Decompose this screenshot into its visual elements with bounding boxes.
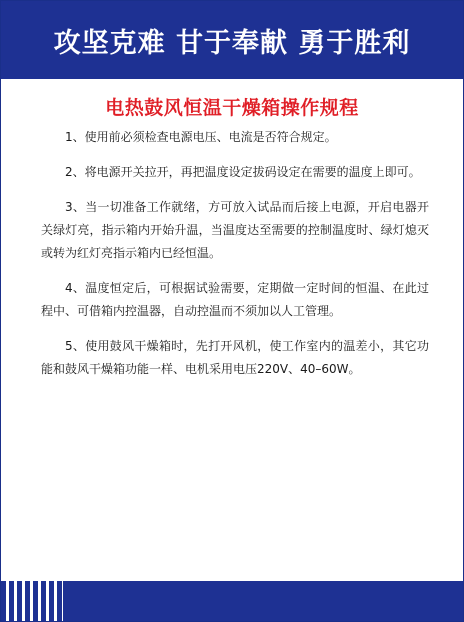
- header-slogan: 攻坚克难 甘于奉献 勇于胜利: [53, 28, 411, 59]
- procedure-step-2: 2、将电源开关拉开，再把温度设定拔码设定在需要的温度上即可。: [65, 165, 421, 179]
- procedure-step-5: 5、使用鼓风干燥箱时，先打开风机，使工作室内的温差小，其它功能和鼓风干燥箱功能一样、电机采用电压220V、40–60W。: [41, 339, 429, 376]
- procedure-body: [41, 126, 429, 393]
- procedure-step-3: 3、当一切准备工作就绪，方可放入试品而后接上电源，开启电器开关绿灯亮，指示箱内开始升温，当温度达至需要的控制温度时、绿灯熄灭或转为红灯亮指示箱内已经恒温。: [41, 200, 429, 260]
- footer-stripes-decoration: [1, 581, 63, 621]
- footer-band: [1, 581, 463, 621]
- procedure-step-4: 4、温度恒定后，可根据试验需要，定期做一定时间的恒温、在此过程中、可借箱内控温器，自动控温而不须加以人工管理。: [41, 281, 429, 318]
- procedure-title: 电热鼓风恒温干燥箱操作规程: [105, 97, 359, 119]
- header-band: [1, 1, 463, 79]
- procedure-step-1: 1、使用前必须检查电源电压、电流是否符合规定。: [65, 130, 337, 144]
